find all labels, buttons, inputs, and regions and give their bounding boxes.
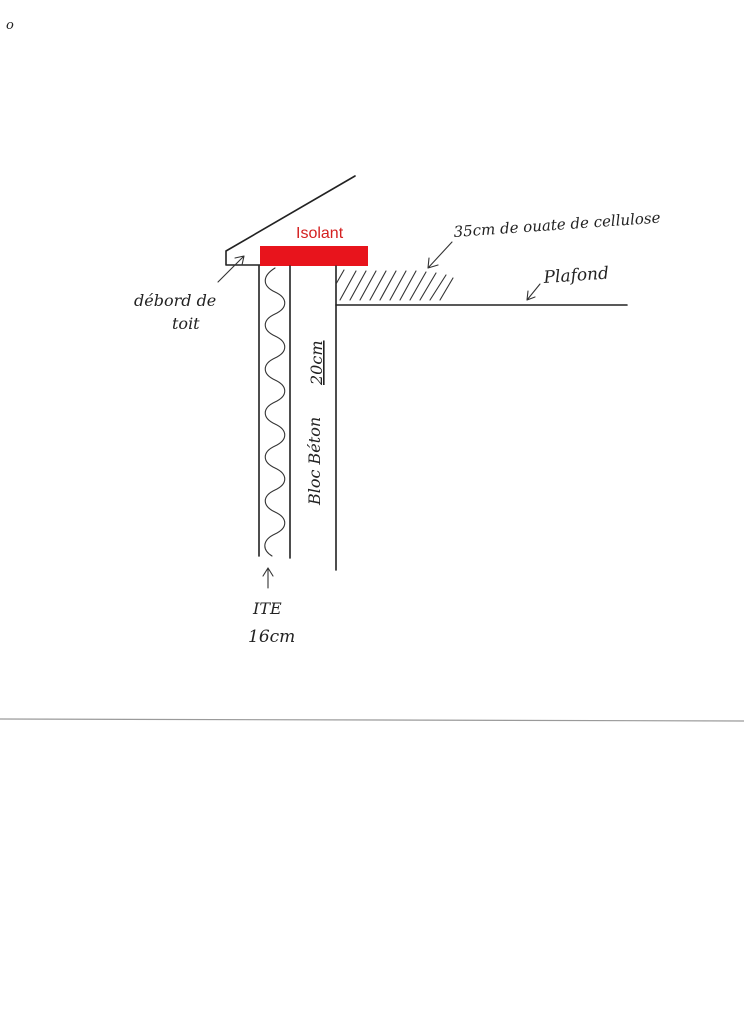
ite-arrow: [263, 568, 273, 588]
cellulose-arrow: [428, 242, 452, 268]
ite-thickness-label: 16cm: [248, 627, 296, 647]
isolant-label: Isolant: [296, 225, 344, 242]
ite-label: ITE: [253, 599, 282, 618]
cellulose-label: 35cm de ouate de cellulose: [453, 208, 661, 241]
plafond-arrow: [527, 284, 540, 300]
bloc-thickness-label: 20cm: [307, 340, 326, 385]
cellulose-hatch: [336, 270, 453, 300]
isolant-block: [260, 246, 368, 266]
bloc-beton-label: Bloc Béton: [305, 416, 324, 505]
ite-wave: [265, 268, 285, 556]
debord-label-line1: débord de: [134, 291, 217, 310]
corner-mark: o: [6, 18, 14, 33]
plafond-label: Plafond: [542, 263, 610, 288]
debord-label-line2: toit: [172, 314, 200, 333]
page-fold-line: [0, 719, 744, 721]
debord-arrow: [218, 256, 244, 282]
